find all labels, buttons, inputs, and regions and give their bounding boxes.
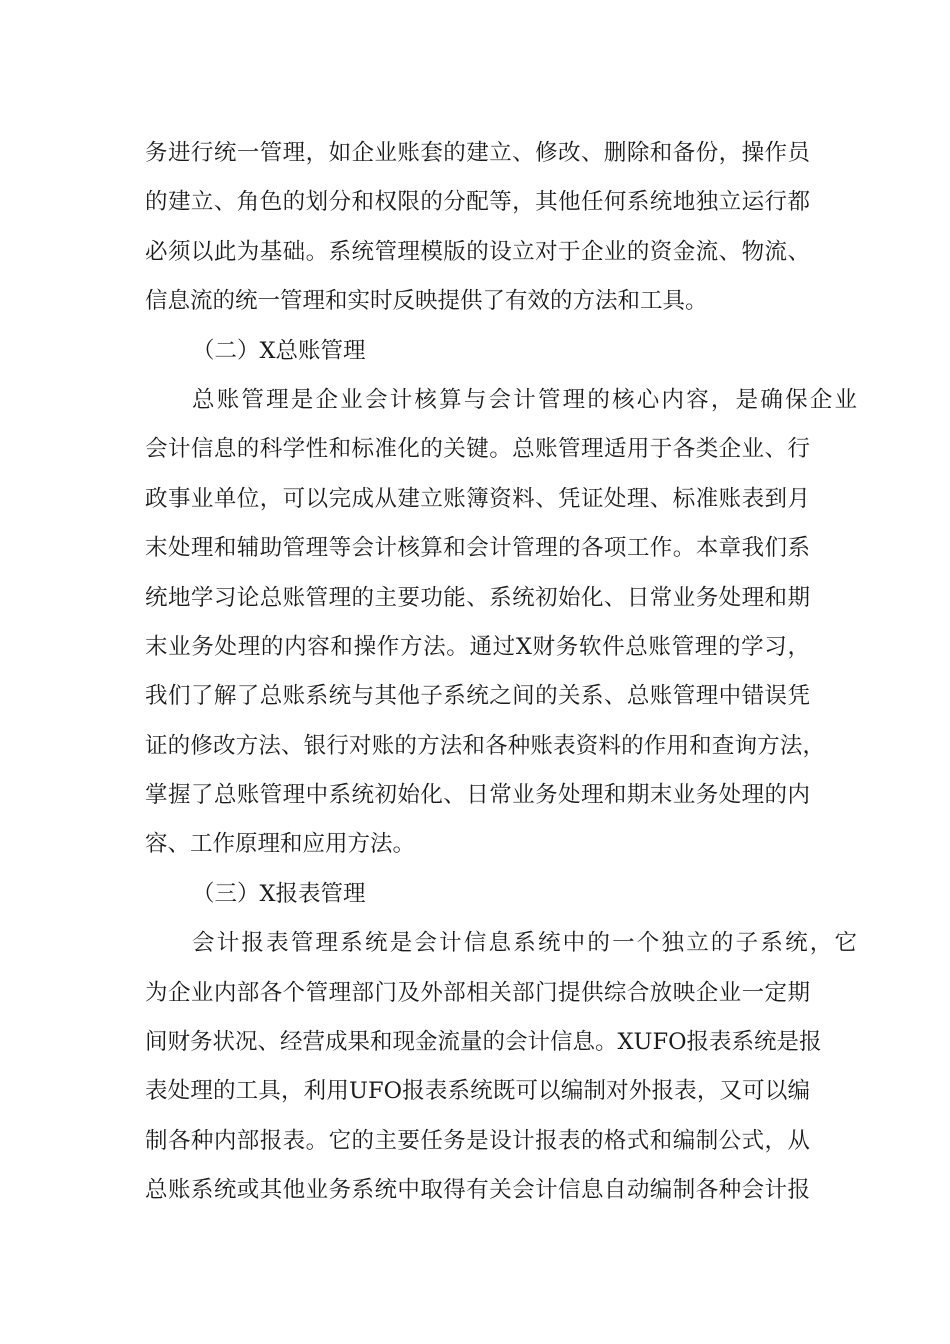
paragraph-line: 证的修改方法、银行对账的方法和各种账表资料的作用和查询方法， — [145, 732, 825, 759]
paragraph-line: 容、工作原理和应用方法。 — [145, 831, 416, 858]
section-heading: （二）X总账管理 — [192, 337, 366, 364]
paragraph-line: 表处理的工具，利用UFO报表系统既可以编制对外报表，又可以编 — [145, 1078, 810, 1105]
paragraph-line: 会计报表管理系统是会计信息系统中的一个独立的子系统，它 — [192, 930, 857, 957]
paragraph-line: 间财务状况、经营成果和现金流量的会计信息。XUFO报表系统是报 — [145, 1029, 822, 1056]
paragraph-line: 我们了解了总账系统与其他子系统之间的关系、总账管理中错误凭 — [145, 683, 810, 710]
paragraph-line: 末业务处理的内容和操作方法。通过X财务软件总账管理的学习， — [145, 633, 810, 660]
paragraph-line: 会计信息的科学性和标准化的关键。总账管理适用于各类企业、行 — [145, 436, 810, 463]
paragraph-line: 总账管理是企业会计核算与会计管理的核心内容，是确保企业 — [192, 386, 857, 413]
paragraph-line: 掌握了总账管理中系统初始化、日常业务处理和期末业务处理的内 — [145, 782, 810, 809]
paragraph-line: 为企业内部各个管理部门及外部相关部门提供综合放映企业一定期 — [145, 979, 810, 1006]
paragraph-line: 必须以此为基础。系统管理模版的设立对于企业的资金流、物流、 — [145, 238, 810, 265]
document-body — [145, 129, 857, 1216]
paragraph-line: 政事业单位，可以完成从建立账簿资料、凭证处理、标准账表到月 — [145, 485, 810, 512]
paragraph-line: 务进行统一管理，如企业账套的建立、修改、删除和备份，操作员 — [145, 140, 810, 166]
paragraph-line: 信息流的统一管理和实时反映提供了有效的方法和工具。 — [145, 288, 708, 315]
paragraph-line: 末处理和辅助管理等会计核算和会计管理的各项工作。本章我们系 — [145, 535, 810, 562]
paragraph-line: 总账系统或其他业务系统中取得有关会计信息自动编制各种会计报 — [145, 1177, 810, 1204]
paragraph-line: 制各种内部报表。它的主要任务是设计报表的格式和编制公式，从 — [145, 1127, 810, 1154]
paragraph-line: 的建立、角色的划分和权限的分配等，其他任何系统地独立运行都 — [145, 189, 810, 216]
section-heading: （三）X报表管理 — [192, 880, 366, 907]
paragraph-line: 统地学习论总账管理的主要功能、系统初始化、日常业务处理和期 — [145, 584, 810, 611]
